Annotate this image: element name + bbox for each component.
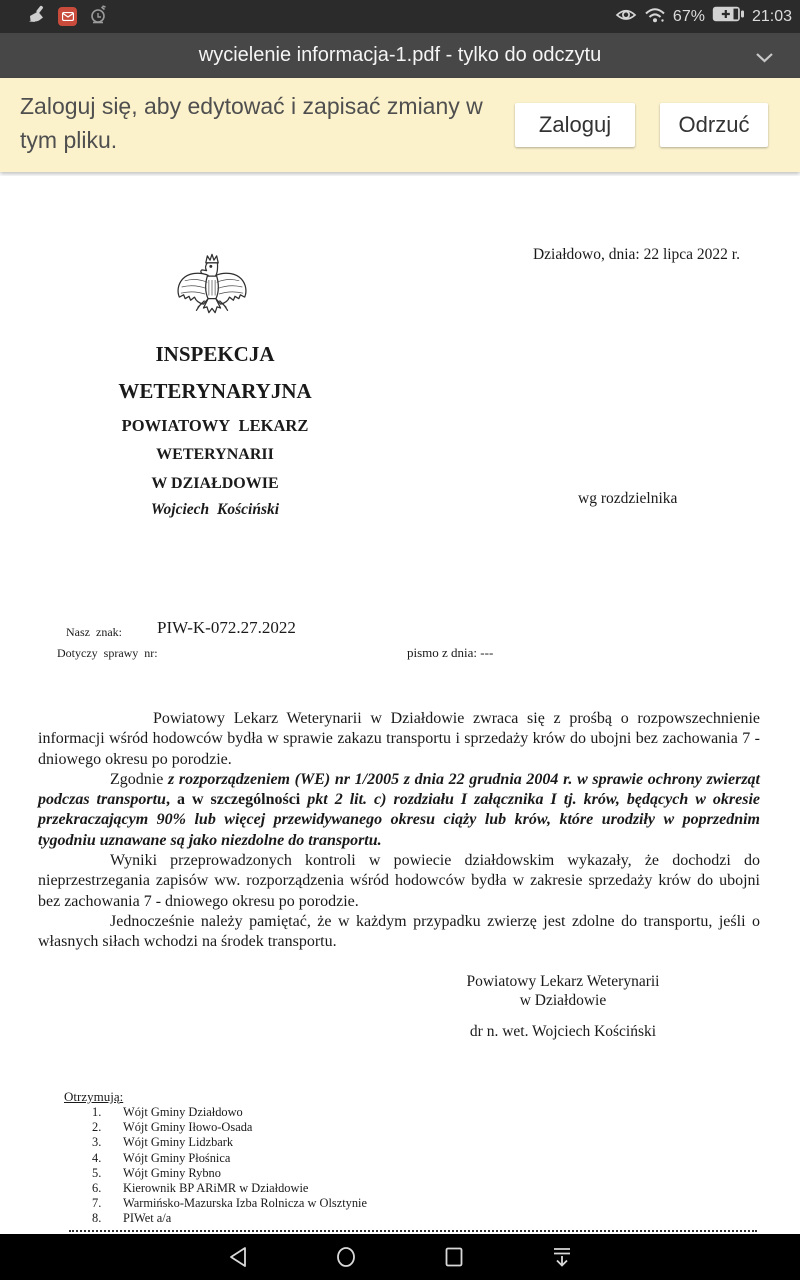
wifi-icon <box>644 6 666 28</box>
paragraph-4: Jednocześnie należy pamiętać, że w każdym przypadku zwierzę jest zdolne do transportu, jeśli o własnych siłach wchodzi na środek transportu. <box>38 912 760 951</box>
login-button[interactable]: Zaloguj <box>515 103 635 147</box>
para2-run-bold: , a w szczególności <box>165 791 308 809</box>
list-item <box>92 1135 367 1150</box>
dotyczy-sprawy-label: Dotyczy sprawy nr: <box>57 646 158 660</box>
item-text: Warmińsko-Mazurska Izba Rolnicza w Olsztynie <box>123 1196 367 1211</box>
item-number: 5. <box>92 1165 102 1180</box>
polish-eagle-emblem <box>173 252 251 341</box>
readonly-login-banner <box>0 78 800 172</box>
paragraph-3: Wyniki przeprowadzonych kontroli w powiecie działdowskim wykazały, że dochodzi do nieprzestrzegania zapisów ww. rozporządzenia wśród hodowców bydła w zakresie sprzedaży krów do ubojni bez zachowania 7 - dniowego okresu po porodzie. <box>38 852 760 910</box>
page-separator-dotted-line <box>69 1230 757 1232</box>
list-item <box>92 1211 367 1226</box>
hide-navbar-icon[interactable] <box>550 1245 574 1269</box>
letterhead-signee-name: Wojciech Kościński <box>150 501 280 518</box>
broom-icon <box>27 5 46 29</box>
battery-percent: 67% <box>672 7 705 25</box>
android-nav-bar <box>0 1234 800 1280</box>
letterhead-powiatowy-lekarz: POWIATOWY LEKARZ <box>121 416 309 435</box>
item-number: 3. <box>92 1135 102 1150</box>
item-number: 7. <box>92 1196 102 1211</box>
item-text: Wójt Gminy Rybno <box>123 1165 221 1180</box>
recipients-list <box>92 1105 367 1227</box>
item-number: 1. <box>92 1105 102 1119</box>
title-bar[interactable] <box>0 33 800 78</box>
list-item <box>92 1151 367 1166</box>
para2-run-bold-italic-2: pkt 2 lit. c) rozdziału I załącznika I tj. krów, będących w okresie przekraczającym 90% lub więcej przewidywanego okresu ciąży lub krów, które urodziły w poprzednim tygodniu uznawane są jako niezdolne do transportu. <box>38 791 761 849</box>
recents-icon[interactable] <box>442 1245 466 1269</box>
wg-rozdzielnika: wg rozdzielnika <box>578 490 678 507</box>
eye-comfort-icon <box>615 6 637 28</box>
item-number: 8. <box>92 1211 102 1226</box>
document-title: wycielenie informacja-1.pdf - tylko do odczytu <box>198 44 602 66</box>
letter-body <box>38 709 760 953</box>
clock-time: 21:03 <box>751 7 792 25</box>
list-item <box>92 1181 367 1196</box>
para2-run-bold-italic-1: z rozporządzeniem (WE) nr 1/2005 z dnia 22 grudnia 2004 r. w sprawie ochrony zwierząt podczas transportu <box>38 770 760 809</box>
letterhead-weterynaryjna: WETERYNARYJNA <box>118 379 312 403</box>
list-item <box>92 1166 367 1181</box>
chevron-down-icon[interactable] <box>755 50 774 68</box>
paragraph-1: Powiatowy Lekarz Weterynarii w Działdowie zwraca się z prośbą o rozpowszechnienie informacji wśród hodowców bydła w sprawie zakazu transportu i sprzedaży krów do ubojni bez zachowania 7 - dniowego okresu po porodzie. <box>38 710 760 768</box>
item-number: 6. <box>92 1180 102 1195</box>
list-item <box>92 1105 367 1120</box>
paragraph-2 <box>38 770 760 851</box>
back-icon[interactable] <box>226 1245 250 1269</box>
letterhead-w-dzialdowie: W DZIAŁDOWIE <box>151 475 279 492</box>
letterhead-weterynarii: WETERYNARII <box>156 446 274 463</box>
nasz-znak-label: Nasz znak: <box>66 625 122 639</box>
signature-title-line1: Powiatowy Lekarz Weterynarii <box>466 973 660 990</box>
list-item <box>92 1196 367 1211</box>
item-text: PIWet a/a <box>123 1211 172 1226</box>
item-text: Kierownik BP ARiMR w Działdowie <box>123 1180 309 1195</box>
item-text: Wójt Gminy Iłowo-Osada <box>123 1120 253 1135</box>
item-text: Wójt Gminy Lidzbark <box>123 1135 234 1150</box>
item-text: Wójt Gminy Działdowo <box>123 1105 243 1119</box>
status-bar <box>0 0 800 33</box>
home-icon[interactable] <box>334 1245 358 1269</box>
pdf-page <box>0 176 800 1234</box>
notification-icons <box>27 5 108 29</box>
para2-run-normal: Zgodnie <box>110 770 168 788</box>
nasz-znak-value: PIW-K-072.27.2022 <box>157 618 296 637</box>
list-item <box>92 1120 367 1135</box>
letterhead-inspekcja: INSPEKCJA <box>155 342 275 366</box>
signature-name: dr n. wet. Wojciech Kościński <box>469 1023 657 1040</box>
letter-date: Działdowo, dnia: 22 lipca 2022 r. <box>532 246 740 263</box>
item-number: 4. <box>92 1150 102 1165</box>
battery-charging-icon <box>712 6 745 27</box>
item-number: 2. <box>92 1120 102 1135</box>
signature-title-line2: w Działdowie <box>519 992 607 1009</box>
dismiss-button[interactable]: Odrzuć <box>660 103 768 147</box>
clock-alert-icon <box>89 5 108 29</box>
item-text: Wójt Gminy Płośnica <box>123 1150 231 1165</box>
mail-badge-icon <box>58 7 77 26</box>
status-indicators <box>615 6 792 28</box>
banner-message: Zaloguj się, aby edytować i zapisać zmiany w tym pliku. <box>20 93 483 153</box>
recipients-heading: Otrzymują: <box>64 1089 124 1104</box>
pismo-z-dnia-label: pismo z dnia: --- <box>407 645 494 660</box>
